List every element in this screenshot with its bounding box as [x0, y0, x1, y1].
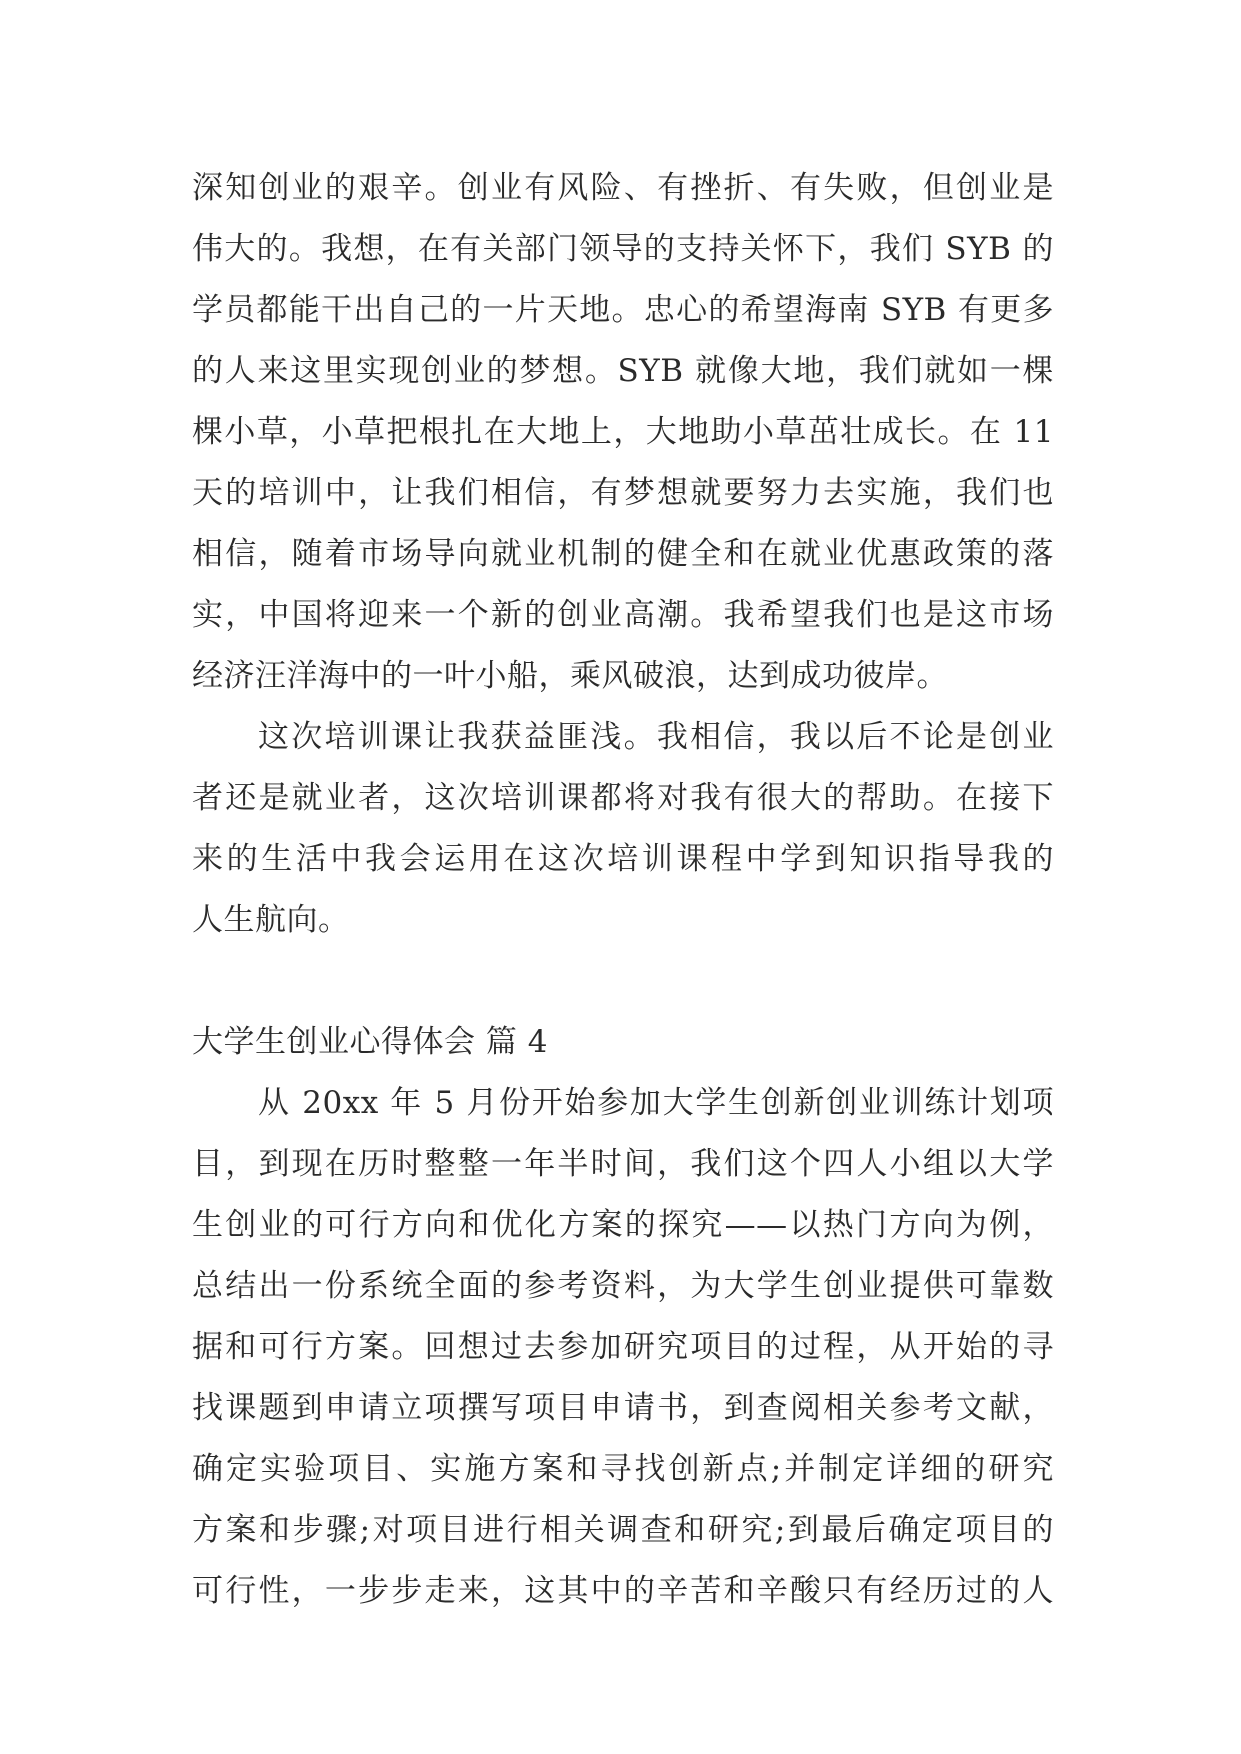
paragraph-line: 总结出一份系统全面的参考资料，为大学生创业提供可靠数: [192, 1268, 1054, 1304]
paragraph-line: 伟大的。我想，在有关部门领导的支持关怀下，我们 SYB 的: [192, 231, 1054, 267]
paragraph-line: 的人来这里实现创业的梦想。SYB 就像大地，我们就如一棵: [192, 353, 1054, 389]
paragraph-line: 从 20xx 年 5 月份开始参加大学生创新创业训练计划项: [258, 1085, 1054, 1121]
paragraph-line: 生创业的可行方向和优化方案的探究——以热门方向为例，: [192, 1207, 1054, 1243]
paragraph-line: 找课题到申请立项撰写项目申请书，到查阅相关参考文献，: [192, 1390, 1054, 1426]
document-body: [192, 158, 1054, 1622]
paragraph-line: 人生航向。: [192, 902, 350, 938]
paragraph-line: 可行性，一步步走来，这其中的辛苦和辛酸只有经历过的人: [192, 1573, 1054, 1609]
paragraph-line: 学员都能干出自己的一片天地。忠心的希望海南 SYB 有更多: [192, 292, 1054, 328]
paragraph-line: 确定实验项目、实施方案和寻找创新点;并制定详细的研究: [192, 1451, 1054, 1487]
paragraph-1: [192, 158, 1054, 707]
paragraph-line: 相信，随着市场导向就业机制的健全和在就业优惠政策的落: [192, 536, 1054, 572]
paragraph-line: 深知创业的艰辛。创业有风险、有挫折、有失败，但创业是: [192, 170, 1054, 206]
paragraph-line: 目，到现在历时整整一年半时间，我们这个四人小组以大学: [192, 1146, 1054, 1182]
paragraph-3: [192, 1073, 1054, 1622]
paragraph-line: 据和可行方案。回想过去参加研究项目的过程，从开始的寻: [192, 1329, 1054, 1365]
paragraph-line: 来的生活中我会运用在这次培训课程中学到知识指导我的: [192, 841, 1054, 877]
paragraph-gap: [192, 951, 1054, 1012]
paragraph-line: 方案和步骤;对项目进行相关调查和研究;到最后确定项目的: [192, 1512, 1054, 1548]
paragraph-line: 这次培训课让我获益匪浅。我相信，我以后不论是创业: [258, 719, 1054, 755]
paragraph-line: 天的培训中，让我们相信，有梦想就要努力去实施，我们也: [192, 475, 1054, 511]
paragraph-line: 棵小草，小草把根扎在大地上，大地助小草茁壮成长。在 11: [192, 414, 1054, 450]
paragraph-line: 实，中国将迎来一个新的创业高潮。我希望我们也是这市场: [192, 597, 1054, 633]
paragraph-line: 经济汪洋海中的一叶小船，乘风破浪，达到成功彼岸。: [192, 658, 948, 694]
paragraph-line: 者还是就业者，这次培训课都将对我有很大的帮助。在接下: [192, 780, 1054, 816]
section-heading: 大学生创业心得体会 篇 4: [192, 1024, 548, 1060]
paragraph-2: [192, 707, 1054, 951]
